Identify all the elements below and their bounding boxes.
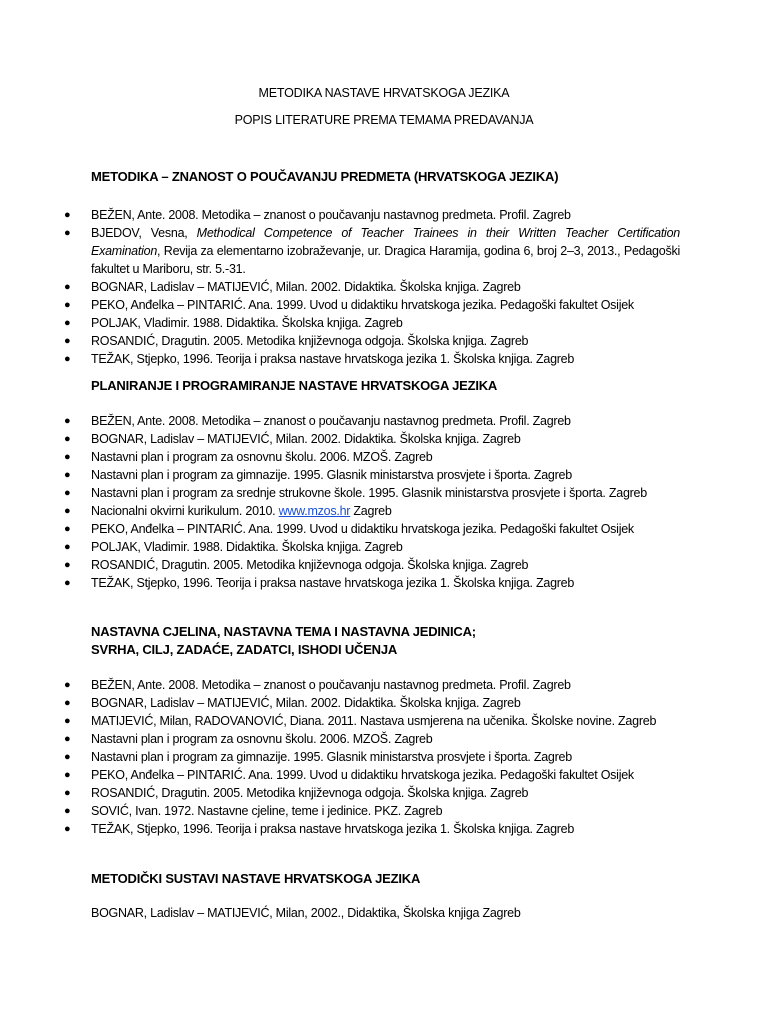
bullet-icon: ● <box>64 317 71 329</box>
reference-list-1 <box>60 206 680 368</box>
bullet-icon: ● <box>64 577 71 589</box>
bullet-icon: ● <box>64 523 71 535</box>
bullet-icon: ● <box>64 451 71 463</box>
bullet-icon: ● <box>64 751 71 763</box>
bullet-icon: ● <box>64 541 71 553</box>
list-item: ● Nastavni plan i program za gimnazije. 1995. Glasnik ministarstva prosvjete i športa. Zagreb <box>64 468 572 482</box>
section-heading-2: PLANIRANJE I PROGRAMIRANJE NASTAVE HRVATSKOGA JEZIKA <box>91 378 498 393</box>
list-item: ● ROSANDIĆ, Dragutin. 2005. Metodika književnoga odgoja. Školska knjiga. Zagreb <box>64 558 529 572</box>
bullet-icon: ● <box>64 227 71 239</box>
bullet-icon: ● <box>64 335 71 347</box>
document-title: METODIKA NASTAVE HRVATSKOGA JEZIKA <box>258 86 510 100</box>
bullet-icon: ● <box>64 733 71 745</box>
reference-list-3 <box>60 676 680 838</box>
list-item: ● TEŽAK, Stjepko, 1996. Teorija i praksa nastave hrvatskoga jezika 1. Školska knjiga. Zagreb <box>64 822 575 836</box>
reference-list-2 <box>60 412 680 592</box>
section-heading-3-line-2: SVRHA, CILJ, ZADAĆE, ZADATCI, ISHODI UČENJA <box>91 642 398 657</box>
list-item: ● BEŽEN, Ante. 2008. Metodika – znanost o poučavanju nastavnog predmeta. Profil. Zagreb <box>64 208 571 222</box>
list-item: ● BOGNAR, Ladislav – MATIJEVIĆ, Milan. 2002. Didaktika. Školska knjiga. Zagreb <box>64 696 521 710</box>
list-item: ● PEKO, Anđelka – PINTARIĆ. Ana. 1999. Uvod u didaktiku hrvatskoga jezika. Pedagoški fakultet Osijek <box>64 522 634 536</box>
list-item: ● Nastavni plan i program za srednje strukovne škole. 1995. Glasnik ministarstva prosvjete i športa. Zagreb <box>64 486 647 500</box>
list-item: ● PEKO, Anđelka – PINTARIĆ. Ana. 1999. Uvod u didaktiku hrvatskoga jezika. Pedagoški fakultet Osijek <box>64 298 634 312</box>
section-heading-1: METODIKA – ZNANOST O POUČAVANJU PREDMETA (HRVATSKOGA JEZIKA) <box>91 169 559 184</box>
bullet-icon: ● <box>64 299 71 311</box>
list-item: ● Nastavni plan i program za osnovnu školu. 2006. MZOŠ. Zagreb <box>64 732 433 746</box>
list-item: ● POLJAK, Vladimir. 1988. Didaktika. Školska knjiga. Zagreb <box>64 316 403 330</box>
bullet-icon: ● <box>64 353 71 365</box>
list-item: ● PEKO, Anđelka – PINTARIĆ. Ana. 1999. Uvod u didaktiku hrvatskoga jezika. Pedagoški fakultet Osijek <box>64 768 634 782</box>
list-item: ● ROSANDIĆ, Dragutin. 2005. Metodika književnoga odgoja. Školska knjiga. Zagreb <box>64 786 529 800</box>
bullet-icon: ● <box>64 469 71 481</box>
bullet-icon: ● <box>64 805 71 817</box>
bullet-icon: ● <box>64 281 71 293</box>
bullet-icon: ● <box>64 697 71 709</box>
list-item: ● SOVIĆ, Ivan. 1972. Nastavne cjeline, teme i jedinice. PKZ. Zagreb <box>64 804 443 818</box>
list-item: ● MATIJEVIĆ, Milan, RADOVANOVIĆ, Diana. 2011. Nastava usmjerena na učenika. Školske novine. Zagreb <box>64 714 657 728</box>
list-item: ● BOGNAR, Ladislav – MATIJEVIĆ, Milan. 2002. Didaktika. Školska knjiga. Zagreb <box>64 280 521 294</box>
bullet-icon: ● <box>64 559 71 571</box>
section-heading-3-line-1: NASTAVNA CJELINA, NASTAVNA TEMA I NASTAVNA JEDINICA; <box>91 624 476 639</box>
list-item: ● Nacionalni okvirni kurikulum. 2010. www.mzos.hr Zagreb <box>64 504 392 518</box>
list-item: ● Nastavni plan i program za osnovnu školu. 2006. MZOŠ. Zagreb <box>64 450 433 464</box>
list-item: ● BEŽEN, Ante. 2008. Metodika – znanost o poučavanju nastavnog predmeta. Profil. Zagreb <box>64 678 571 692</box>
bullet-icon: ● <box>64 715 71 727</box>
document-subtitle: POPIS LITERATURE PREMA TEMAMA PREDAVANJA <box>234 113 534 127</box>
list-item: ● POLJAK, Vladimir. 1988. Didaktika. Školska knjiga. Zagreb <box>64 540 403 554</box>
list-item: ● BJEDOV, Vesna, Methodical Competence of Teacher Trainees in their Written Teacher Certification Examination, Revija za elementarno izobraževanje, ur. Dragica Haramija, godina 6, broj 2–3, 2013., Pedagoški fakultet u Mariboru, str. 5.-31. <box>64 226 680 276</box>
section-heading-3 <box>91 623 691 659</box>
bullet-icon: ● <box>64 679 71 691</box>
list-item: ● BOGNAR, Ladislav – MATIJEVIĆ, Milan. 2002. Didaktika. Školska knjiga. Zagreb <box>64 432 521 446</box>
list-item: ● TEŽAK, Stjepko, 1996. Teorija i praksa nastave hrvatskoga jezika 1. Školska knjiga. Zagreb <box>64 352 575 366</box>
bullet-icon: ● <box>64 787 71 799</box>
bullet-icon: ● <box>64 415 71 427</box>
mzos-link[interactable]: www.mzos.hr <box>278 504 351 518</box>
bullet-icon: ● <box>64 505 71 517</box>
bullet-icon: ● <box>64 823 71 835</box>
reference-plain: BOGNAR, Ladislav – MATIJEVIĆ, Milan, 2002., Didaktika, Školska knjiga Zagreb <box>91 906 521 920</box>
bullet-icon: ● <box>64 769 71 781</box>
list-item: ● ROSANDIĆ, Dragutin. 2005. Metodika književnoga odgoja. Školska knjiga. Zagreb <box>64 334 529 348</box>
list-item: ● TEŽAK, Stjepko, 1996. Teorija i praksa nastave hrvatskoga jezika 1. Školska knjiga. Zagreb <box>64 576 575 590</box>
bullet-icon: ● <box>64 487 71 499</box>
list-item: ● BEŽEN, Ante. 2008. Metodika – znanost o poučavanju nastavnog predmeta. Profil. Zagreb <box>64 414 571 428</box>
bullet-icon: ● <box>64 209 71 221</box>
section-heading-4: METODIČKI SUSTAVI NASTAVE HRVATSKOGA JEZIKA <box>91 871 421 886</box>
list-item: ● Nastavni plan i program za gimnazije. 1995. Glasnik ministarstva prosvjete i športa. Zagreb <box>64 750 572 764</box>
bullet-icon: ● <box>64 433 71 445</box>
